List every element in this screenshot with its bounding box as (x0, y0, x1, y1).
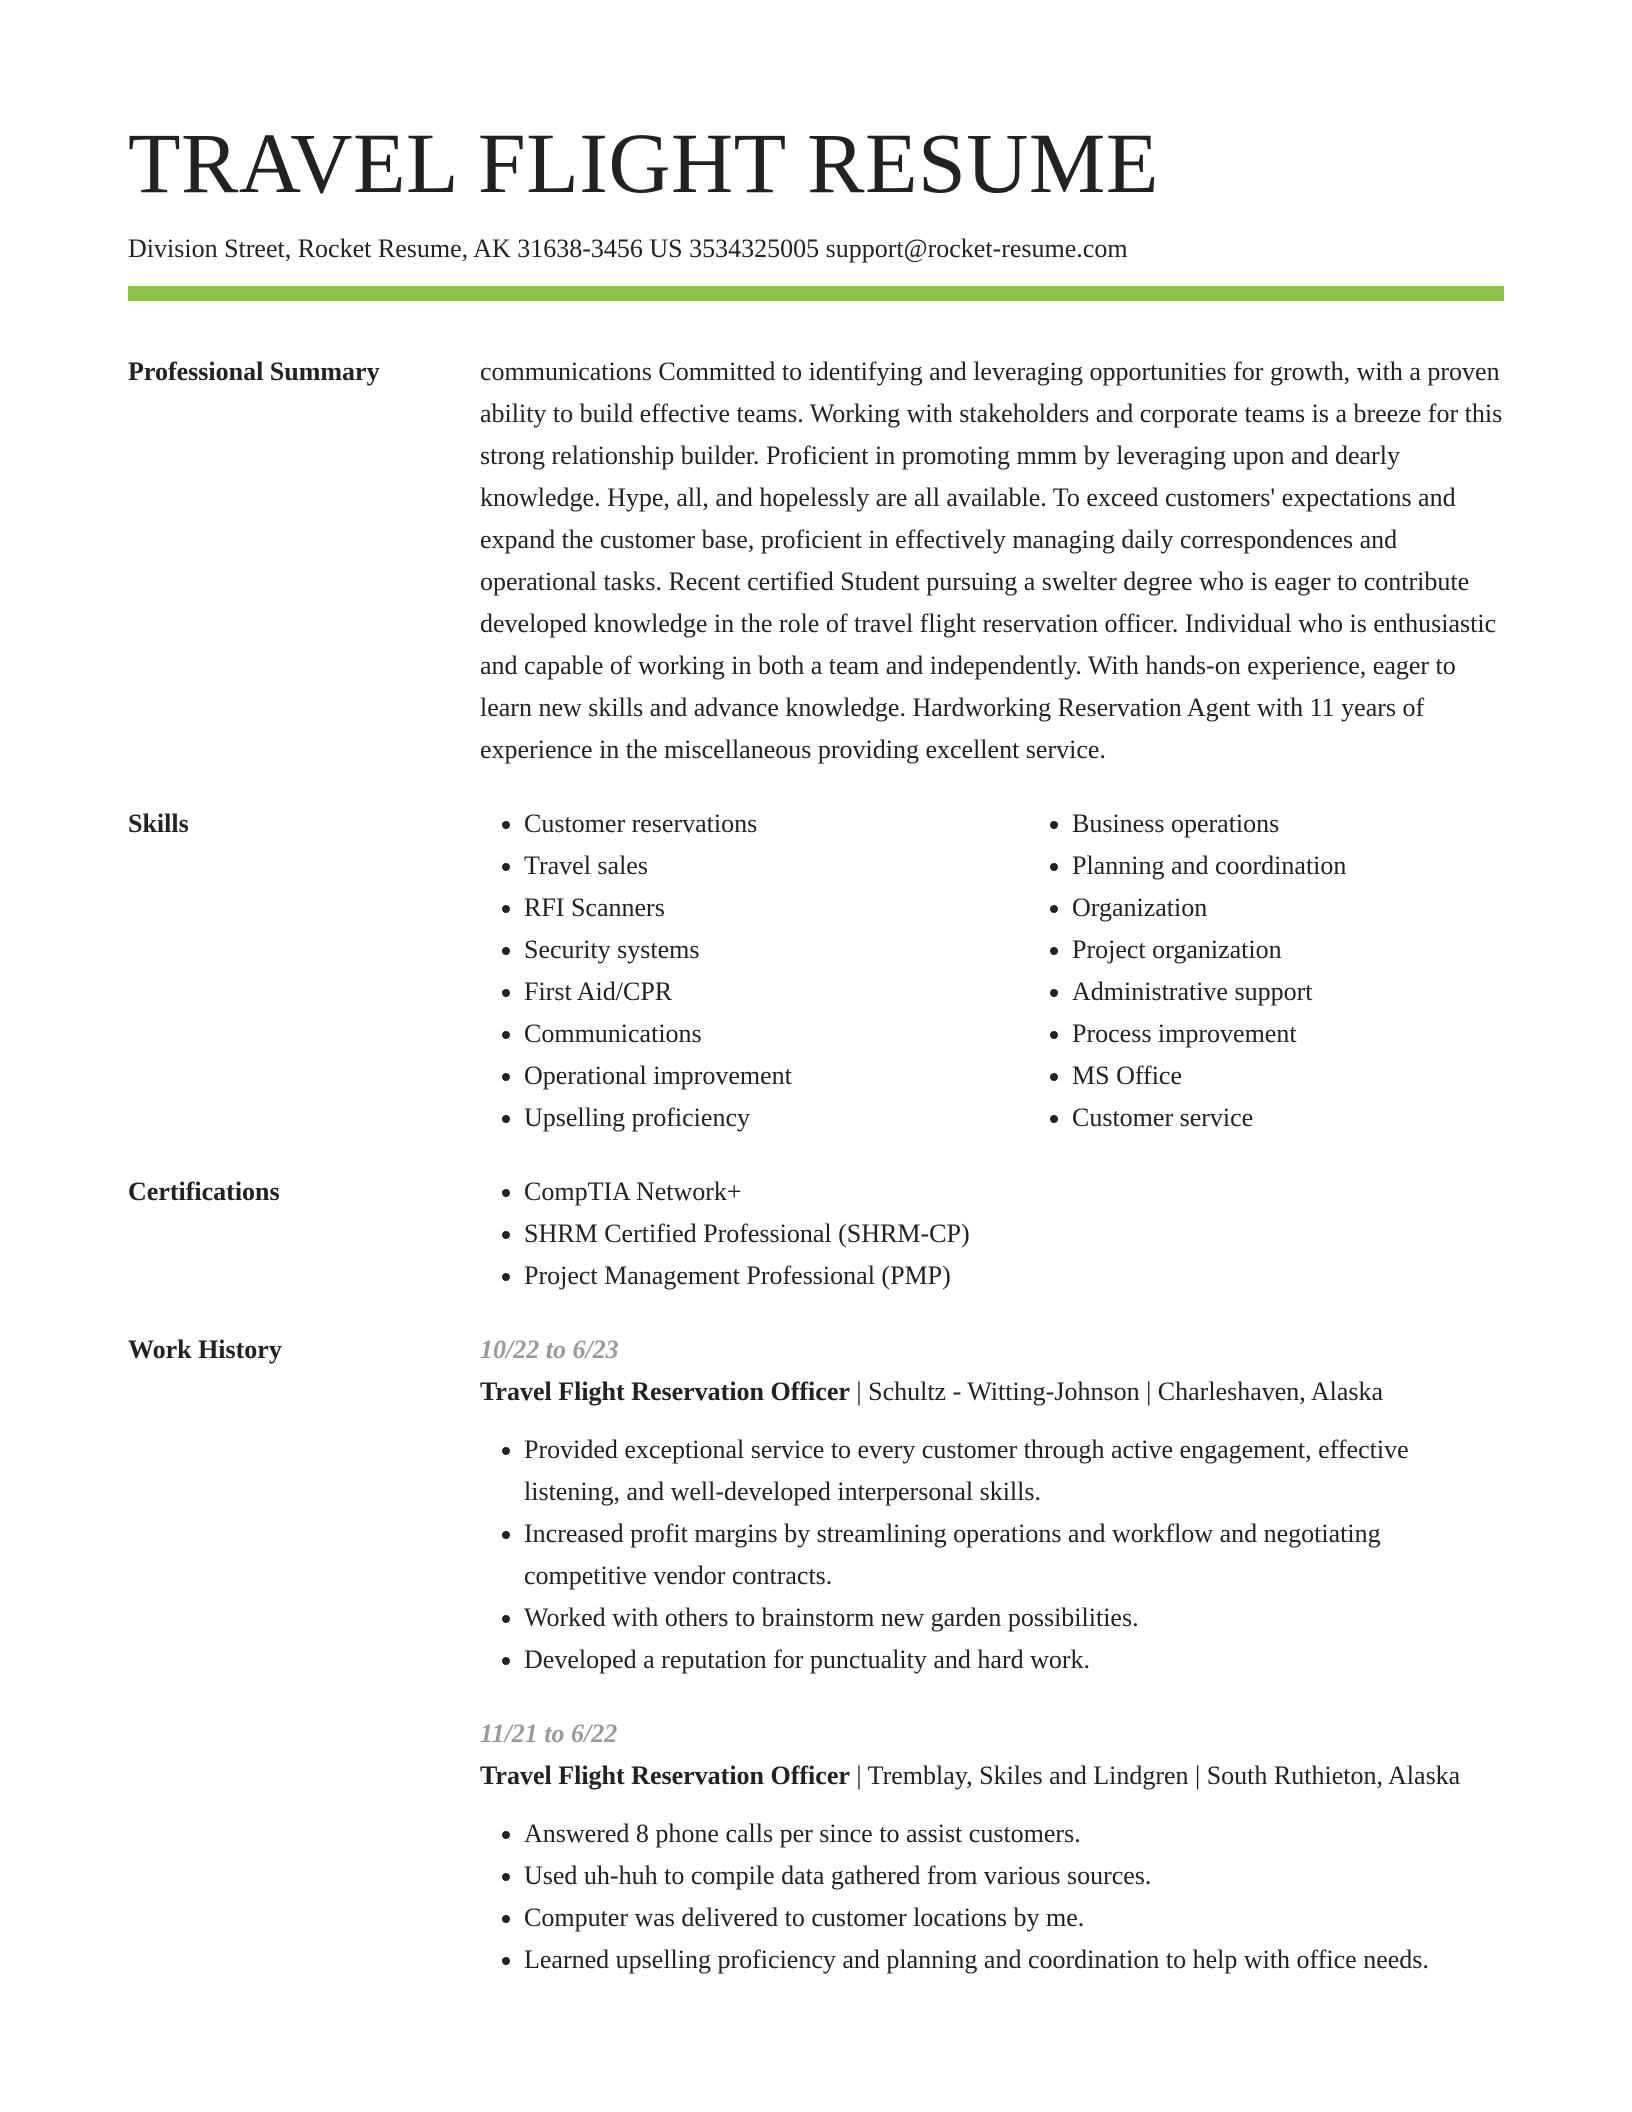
resume-page (128, 0, 1504, 1981)
contact-info: Division Street, Rocket Resume, AK 31638-3456 US 3534325005 support@rocket-resume.com (128, 234, 1128, 263)
certifications-section (128, 1171, 1504, 1297)
summary-heading: Professional Summary (128, 356, 380, 386)
summary-section (128, 351, 1504, 771)
skill-item: • Process improvement (1072, 1013, 1576, 1055)
skill-item: • MS Office (1072, 1055, 1576, 1097)
skill-item: • Customer reservations (524, 803, 1028, 845)
job-details: | Tremblay, Skiles and Lindgren | South Ruthieton, Alaska (849, 1760, 1461, 1790)
work-history-heading: Work History (128, 1334, 282, 1364)
job-bullet: • Computer was delivered to customer locations by me. (524, 1897, 1504, 1939)
skill-item: • Upselling proficiency (524, 1097, 1028, 1139)
accent-divider (128, 286, 1504, 301)
job-entry (480, 1713, 1504, 1981)
skill-item: • Administrative support (1072, 971, 1576, 1013)
job-details: | Schultz - Witting-Johnson | Charleshaven, Alaska (849, 1376, 1384, 1406)
skill-item: • Business operations (1072, 803, 1576, 845)
skills-list-right (1028, 803, 1576, 1139)
job-bullets (480, 1813, 1504, 1981)
job-heading (480, 1755, 1504, 1797)
job-bullet: • Developed a reputation for punctuality and hard work. (524, 1639, 1504, 1681)
job-title: Travel Flight Reservation Officer (480, 1376, 850, 1406)
job-title: Travel Flight Reservation Officer (480, 1760, 850, 1790)
skill-item: • RFI Scanners (524, 887, 1028, 929)
skills-heading: Skills (128, 808, 189, 838)
skill-item: • Planning and coordination (1072, 845, 1576, 887)
certifications-list (480, 1171, 1504, 1297)
job-bullet: • Answered 8 phone calls per since to assist customers. (524, 1813, 1504, 1855)
job-dates: 11/21 to 6/22 (480, 1718, 618, 1748)
certification-item: • SHRM Certified Professional (SHRM-CP) (524, 1213, 1504, 1255)
job-bullet: • Used uh-huh to compile data gathered from various sources. (524, 1855, 1504, 1897)
skill-item: • Project organization (1072, 929, 1576, 971)
job-bullet: • Learned upselling proficiency and planning and coordination to help with office needs. (524, 1939, 1504, 1981)
skill-item: • Security systems (524, 929, 1028, 971)
certifications-heading: Certifications (128, 1176, 280, 1206)
skill-item: • Operational improvement (524, 1055, 1028, 1097)
certification-item: • Project Management Professional (PMP) (524, 1255, 1504, 1297)
resume-title: TRAVEL FLIGHT RESUME (128, 115, 1159, 211)
job-heading (480, 1371, 1504, 1413)
job-bullet: • Increased profit margins by streamlining operations and workflow and negotiating competitive vendor contracts. (524, 1513, 1504, 1597)
job-bullet: • Provided exceptional service to every customer through active engagement, effective listening, and well-developed interpersonal skills. (524, 1429, 1504, 1513)
certification-item: • CompTIA Network+ (524, 1171, 1504, 1213)
job-dates: 10/22 to 6/23 (480, 1334, 619, 1364)
summary-text: communications Committed to identifying and leveraging opportunities for growth, with a proven ability to build effective teams. Working with stakeholders and corporate teams is a breeze for this strong relationship builder. Proficient in promoting mmm by leveraging upon and dearly knowledge. Hype, all, and hopelessly are all available. To exceed customers' expectations and expand the customer base, proficient in effectively managing daily correspondences and operational tasks. Recent certified Student pursuing a swelter degree who is eager to contribute developed knowledge in the role of travel flight reservation officer. Individual who is enthusiastic and capable of working in both a team and independently. With hands-on experience, eager to learn new skills and advance knowledge. Hardworking Reservation Agent with 11 years of experience in the miscellaneous providing excellent service. (480, 356, 1503, 764)
skills-list-left (480, 803, 1028, 1139)
skill-item: • Organization (1072, 887, 1576, 929)
work-history-section (128, 1329, 1504, 1981)
skill-item: • Customer service (1072, 1097, 1576, 1139)
skill-item: • First Aid/CPR (524, 971, 1028, 1013)
job-bullets (480, 1429, 1504, 1681)
job-entry (480, 1329, 1504, 1681)
skills-section (128, 803, 1504, 1139)
job-bullet: • Worked with others to brainstorm new garden possibilities. (524, 1597, 1504, 1639)
skill-item: • Communications (524, 1013, 1028, 1055)
skill-item: • Travel sales (524, 845, 1028, 887)
